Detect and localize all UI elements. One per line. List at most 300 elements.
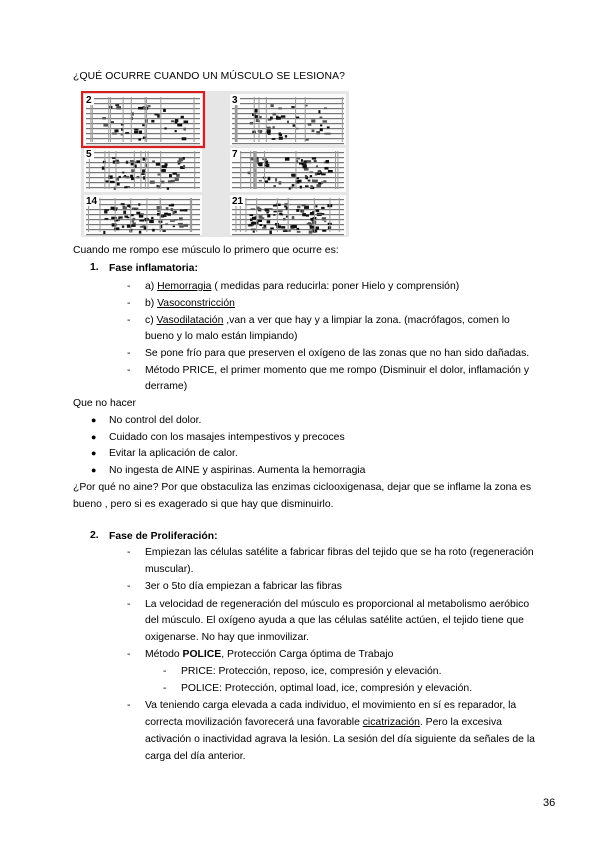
cell-mark	[179, 226, 183, 228]
cell-mark	[278, 210, 283, 212]
cell-mark	[321, 173, 326, 175]
cell-mark	[249, 214, 253, 216]
dash-marker: -	[127, 700, 131, 711]
cell-mark	[148, 105, 151, 107]
cell-mark	[151, 217, 153, 219]
cell-mark	[284, 205, 286, 207]
cell-mark	[172, 172, 176, 174]
cell-mark	[259, 215, 263, 218]
fiber-boundary	[342, 97, 343, 142]
fiber-boundary	[250, 151, 251, 189]
cell-mark	[168, 180, 172, 183]
cell-mark	[138, 107, 143, 110]
cell-mark	[273, 185, 276, 187]
cell-mark	[279, 137, 283, 140]
cell-mark	[123, 206, 127, 209]
cell-mark	[150, 181, 155, 184]
cell-mark	[292, 184, 295, 186]
muscle-fiber-stripe	[232, 138, 344, 139]
cell-mark	[318, 110, 320, 113]
cell-mark	[170, 220, 175, 222]
fiber-boundary	[191, 198, 192, 232]
fiber-boundary	[256, 198, 257, 232]
price-definition: PRICE: Protección, reposo, ice, compresión y elevación.	[181, 666, 442, 677]
muscle-fiber-stripe	[86, 98, 200, 99]
fiber-boundary	[160, 97, 161, 142]
muscle-fiber-stripe	[86, 128, 200, 129]
cell-mark	[182, 137, 187, 140]
cell-mark	[139, 131, 142, 134]
cell-mark	[175, 119, 178, 122]
cell-mark	[104, 211, 107, 214]
cell-mark	[310, 175, 312, 177]
cell-mark	[126, 162, 128, 164]
cell-mark	[326, 133, 331, 135]
cell-mark	[258, 162, 262, 165]
phase2-item-3-cont: del músculo. El oxígeno ayuda a que las células satélite actúen, el tejido tiene que	[145, 615, 524, 626]
cell-mark	[262, 227, 266, 229]
cell-mark	[103, 231, 105, 234]
panel-day-label: 3	[232, 95, 238, 106]
cell-mark	[163, 109, 166, 112]
fiber-boundary	[305, 97, 306, 142]
phase2-item-3: La velocidad de regeneración del músculo es proporcional al metabolismo aeróbico	[145, 599, 530, 610]
muscle-fiber-stripe	[232, 152, 344, 153]
cell-mark	[307, 223, 311, 225]
muscle-fiber-stripe	[232, 118, 344, 119]
cell-mark	[138, 138, 141, 140]
fiber-boundary	[264, 151, 265, 189]
fiber-boundary	[258, 97, 259, 142]
intro-text: Cuando me rompo ese músculo lo primero que ocurre es:	[73, 245, 339, 256]
cell-mark	[122, 226, 124, 228]
cell-mark	[104, 209, 109, 211]
fiber-boundary	[160, 151, 161, 189]
cell-mark	[116, 227, 119, 230]
cell-mark	[316, 131, 320, 134]
cell-mark	[253, 231, 255, 233]
cell-mark	[316, 184, 320, 187]
cell-mark	[178, 223, 183, 226]
no-hacer-item: Cuidado con los masajes intempestivos y precoces	[109, 432, 345, 443]
cell-mark	[306, 215, 309, 217]
cell-mark	[302, 204, 306, 206]
fiber-boundary	[160, 198, 161, 232]
cell-mark	[152, 229, 155, 232]
fiber-boundary	[104, 151, 105, 189]
muscle-fiber-stripe	[232, 182, 344, 183]
phase2-item-last-cont: activación o inactividad agrava la lesión. La sesión del día siguiente da señales de la	[145, 734, 535, 745]
cell-mark	[302, 213, 306, 216]
cell-mark	[297, 228, 300, 230]
cell-mark	[183, 165, 185, 168]
cell-mark	[305, 185, 308, 187]
cell-mark	[139, 231, 141, 234]
cell-mark	[251, 208, 255, 210]
cell-mark	[310, 171, 314, 173]
cell-mark	[116, 106, 121, 109]
no-hacer-item: No ingesta de AINE y aspirinas. Aumenta la hemorragia	[109, 465, 366, 476]
cell-mark	[324, 167, 328, 170]
phase2-item-last-cont: carga del día anterior.	[145, 751, 246, 762]
cell-mark	[317, 173, 321, 175]
cell-mark	[265, 160, 268, 163]
phase2-item-1-cont: muscular).	[145, 564, 194, 575]
cell-mark	[162, 215, 166, 217]
cell-mark	[110, 181, 115, 183]
cell-mark	[173, 226, 175, 228]
cell-mark	[123, 211, 126, 214]
dash-marker: -	[163, 666, 167, 677]
bullet-icon: ●	[91, 448, 97, 458]
cell-mark	[269, 208, 273, 210]
fiber-boundary	[146, 97, 147, 142]
aine-text-line1: ¿Por qué no aine? Por que obstaculiza las enzimas ciclooxigenasa, dejar que se inflame la zona es	[73, 482, 532, 493]
cell-mark	[301, 159, 303, 162]
cell-mark	[174, 219, 178, 221]
cell-mark	[117, 183, 120, 186]
cell-mark	[310, 185, 312, 188]
phase2-item-2: 3er o 5to día empiezan a fabricar las fibras	[145, 581, 342, 592]
cell-mark	[265, 208, 269, 211]
cell-mark	[115, 104, 119, 106]
fiber-boundary	[108, 97, 109, 142]
phase2-title: Fase de Proliferación:	[109, 531, 218, 542]
cell-mark	[308, 123, 312, 126]
cell-mark	[270, 117, 273, 120]
cell-mark	[281, 115, 285, 117]
cell-mark	[297, 180, 301, 183]
cell-mark	[106, 180, 109, 182]
cell-mark	[285, 135, 287, 137]
cell-mark	[258, 220, 262, 222]
cell-mark	[302, 163, 307, 165]
fiber-boundary	[131, 97, 132, 142]
fiber-boundary	[194, 97, 195, 142]
cell-mark	[124, 216, 128, 218]
fiber-boundary	[245, 198, 246, 232]
cell-mark	[309, 231, 313, 234]
cell-mark	[154, 114, 157, 116]
muscle-fiber-stripe	[86, 229, 200, 230]
phase1-item-c: c) Vasodilatación ,van a ver que hay y a limpiar la zona. (macrófagos, comen lo	[145, 315, 510, 326]
cell-mark	[118, 218, 120, 221]
cell-mark	[310, 226, 314, 229]
fiber-boundary	[295, 97, 296, 142]
cell-mark	[119, 176, 121, 178]
cell-mark	[136, 160, 140, 163]
panel-day-label: 21	[232, 196, 244, 207]
no-hacer-item: No control del dolor.	[109, 415, 202, 426]
cell-mark	[252, 222, 254, 225]
cell-mark	[164, 213, 168, 215]
cell-mark	[283, 230, 288, 232]
cell-mark	[171, 204, 174, 207]
dash-marker: -	[163, 683, 167, 694]
cell-mark	[125, 132, 129, 134]
phase2-item-3-cont: oxigenarse. No hay que inmovilizar.	[145, 632, 310, 643]
muscle-fiber-stripe	[86, 182, 200, 183]
cell-mark	[184, 209, 187, 211]
cell-mark	[314, 160, 317, 162]
cell-mark	[177, 124, 182, 127]
bullet-icon: ●	[91, 465, 97, 475]
cell-mark	[158, 174, 161, 176]
cell-mark	[167, 187, 169, 189]
cell-mark	[162, 230, 165, 232]
dash-marker: -	[127, 581, 131, 592]
cell-mark	[251, 228, 256, 230]
phase1-title: Fase inflamatoria:	[109, 263, 198, 274]
cell-mark	[317, 214, 321, 216]
cell-mark	[259, 116, 261, 118]
fiber-boundary	[335, 151, 336, 189]
fiber-boundary	[194, 151, 195, 189]
cell-mark	[114, 129, 118, 132]
cell-mark	[138, 203, 140, 205]
cell-mark	[272, 113, 276, 116]
cell-mark	[156, 163, 160, 166]
cell-mark	[276, 117, 281, 120]
fiber-boundary	[140, 151, 141, 189]
phase2-police: Método POLICE, Protección Carga óptima de Trabajo	[145, 649, 394, 660]
fiber-boundary	[339, 198, 340, 232]
cell-mark	[131, 163, 134, 166]
cell-mark	[269, 231, 271, 234]
panel-day-label: 2	[86, 95, 92, 106]
muscle-fiber-stripe	[86, 103, 200, 104]
cell-mark	[102, 117, 106, 119]
cell-mark	[165, 223, 168, 225]
fiber-boundary	[253, 151, 254, 189]
cell-mark	[124, 186, 127, 188]
cell-mark	[278, 107, 282, 109]
cell-mark	[250, 122, 253, 125]
fiber-boundary	[329, 198, 330, 232]
cell-mark	[123, 176, 125, 178]
cell-mark	[169, 174, 172, 177]
muscle-fiber-stripe	[232, 187, 344, 188]
cell-mark	[316, 227, 319, 230]
cell-mark	[121, 203, 125, 205]
cell-mark	[284, 203, 288, 205]
cell-mark	[183, 224, 188, 227]
cell-mark	[133, 222, 136, 224]
muscle-fiber-stripe	[86, 143, 200, 144]
cell-mark	[326, 160, 329, 163]
cell-mark	[270, 104, 273, 107]
dash-marker: -	[127, 348, 131, 359]
cell-mark	[257, 208, 261, 211]
cell-mark	[307, 160, 311, 163]
cell-mark	[290, 225, 294, 228]
cell-mark	[140, 226, 144, 228]
cell-mark	[164, 128, 166, 130]
cell-mark	[287, 157, 290, 160]
cell-mark	[139, 220, 144, 222]
fiber-boundary	[134, 151, 135, 189]
cell-mark	[273, 214, 275, 216]
dash-marker: -	[127, 315, 131, 326]
cell-mark	[172, 211, 174, 214]
muscle-fiber-stripe	[86, 133, 200, 134]
page-number: 36	[543, 797, 556, 809]
cell-mark	[297, 206, 300, 209]
cell-mark	[111, 121, 114, 123]
muscle-fiber-stripe	[232, 234, 344, 235]
cell-mark	[324, 221, 326, 223]
dash-marker: -	[127, 365, 131, 376]
dash-marker: -	[127, 281, 131, 292]
dash-marker: -	[127, 599, 131, 610]
fiber-boundary	[145, 97, 146, 142]
phase1-item-e-cont: derrame)	[145, 381, 188, 392]
cell-mark	[323, 180, 326, 183]
cell-mark	[270, 227, 274, 229]
histology-panel	[230, 94, 346, 145]
dash-marker: -	[127, 547, 131, 558]
cell-mark	[112, 223, 117, 226]
cell-mark	[162, 165, 167, 167]
cell-mark	[327, 126, 330, 128]
cell-mark	[166, 207, 169, 210]
no-hacer-item: Evitar la aplicación de calor.	[109, 448, 238, 459]
cell-mark	[132, 220, 134, 222]
cell-mark	[131, 224, 135, 226]
cell-mark	[276, 204, 281, 206]
muscle-fiber-stripe	[86, 187, 200, 188]
fiber-boundary	[115, 151, 116, 189]
cell-mark	[310, 218, 313, 221]
fiber-boundary	[256, 151, 257, 189]
cell-mark	[142, 124, 144, 126]
muscle-fiber-stripe	[86, 123, 200, 124]
cell-mark	[281, 226, 285, 228]
page-heading: ¿QUÉ OCURRE CUANDO UN MÚSCULO SE LESIONA?	[73, 71, 345, 82]
cell-mark	[328, 170, 333, 173]
cell-mark	[184, 120, 189, 123]
cell-mark	[290, 187, 293, 189]
cell-mark	[273, 211, 276, 213]
fiber-boundary	[266, 97, 267, 142]
cell-mark	[293, 124, 295, 126]
cell-mark	[134, 131, 138, 134]
cell-mark	[180, 210, 184, 212]
cell-mark	[315, 205, 317, 207]
cell-mark	[268, 177, 271, 180]
cell-mark	[279, 181, 282, 184]
cell-mark	[179, 217, 183, 220]
cell-mark	[324, 107, 327, 109]
fiber-boundary	[254, 97, 255, 142]
cell-mark	[249, 224, 252, 226]
fiber-boundary	[100, 198, 101, 232]
fiber-boundary	[148, 151, 149, 189]
cell-mark	[141, 213, 144, 215]
cell-mark	[283, 218, 286, 221]
cell-mark	[302, 210, 305, 213]
cell-mark	[105, 218, 109, 220]
muscle-fiber-stripe	[232, 103, 344, 104]
fiber-boundary	[337, 151, 338, 189]
cell-mark	[152, 160, 155, 162]
fiber-boundary	[277, 198, 278, 232]
phase1-number: 1.	[90, 262, 99, 273]
cell-mark	[266, 212, 268, 214]
fiber-boundary	[110, 97, 111, 142]
muscle-fiber-stripe	[232, 108, 344, 109]
cell-mark	[320, 116, 323, 118]
cell-mark	[281, 214, 284, 216]
fiber-boundary	[130, 198, 131, 232]
cell-mark	[158, 185, 161, 188]
muscle-fiber-stripe	[232, 113, 344, 114]
cell-mark	[177, 160, 181, 163]
muscle-fiber-stripe	[86, 234, 200, 235]
phase2-item-1: Empiezan las células satélite a fabricar fibras del tejido que se ha roto (regeneración	[145, 547, 534, 558]
cell-mark	[175, 130, 177, 132]
cell-mark	[321, 207, 324, 209]
cell-mark	[315, 172, 317, 175]
cell-mark	[296, 209, 299, 212]
cell-mark	[272, 138, 276, 140]
cell-mark	[312, 179, 314, 182]
cell-mark	[312, 129, 315, 132]
muscle-fiber-stripe	[232, 177, 344, 178]
cell-mark	[318, 170, 321, 172]
cell-mark	[312, 157, 316, 159]
cell-mark	[132, 218, 135, 220]
cell-mark	[136, 212, 140, 215]
phase1-item-d: Se pone frío para que preserven el oxígeno de las zonas que no han sido dañadas.	[145, 348, 530, 359]
aine-text-line2: bueno , pero si es exagerado si que hay que disminuirlo.	[73, 499, 334, 510]
cell-mark	[171, 120, 174, 122]
cell-mark	[134, 129, 138, 131]
muscle-fiber-stripe	[86, 204, 200, 205]
cell-mark	[102, 167, 105, 170]
fiber-boundary	[190, 198, 191, 232]
cell-mark	[279, 132, 282, 135]
cell-mark	[297, 231, 301, 233]
cell-mark	[275, 178, 277, 181]
cell-mark	[322, 230, 326, 232]
cell-mark	[267, 214, 270, 217]
cell-mark	[316, 165, 318, 167]
fiber-boundary	[295, 151, 296, 189]
fiber-boundary	[255, 151, 256, 189]
dash-marker: -	[127, 649, 131, 660]
cell-mark	[103, 123, 107, 126]
cell-mark	[259, 224, 262, 226]
phase1-item-b: b) Vasoconstricción	[145, 298, 235, 309]
cell-mark	[149, 220, 154, 223]
panel-day-label: 14	[86, 196, 98, 207]
phase2-number: 2.	[90, 530, 99, 541]
cell-mark	[161, 169, 166, 172]
dash-marker: -	[127, 298, 131, 309]
fiber-boundary	[288, 198, 289, 232]
cell-mark	[151, 120, 154, 123]
fiber-boundary	[123, 97, 124, 142]
cell-mark	[308, 180, 311, 182]
cell-mark	[296, 158, 300, 160]
panel-day-label: 5	[86, 149, 92, 160]
cell-mark	[126, 176, 130, 178]
fiber-boundary	[115, 198, 116, 232]
muscle-fiber-stripe	[232, 143, 344, 144]
cell-mark	[287, 121, 289, 124]
muscle-fiber-stripe	[232, 98, 344, 99]
